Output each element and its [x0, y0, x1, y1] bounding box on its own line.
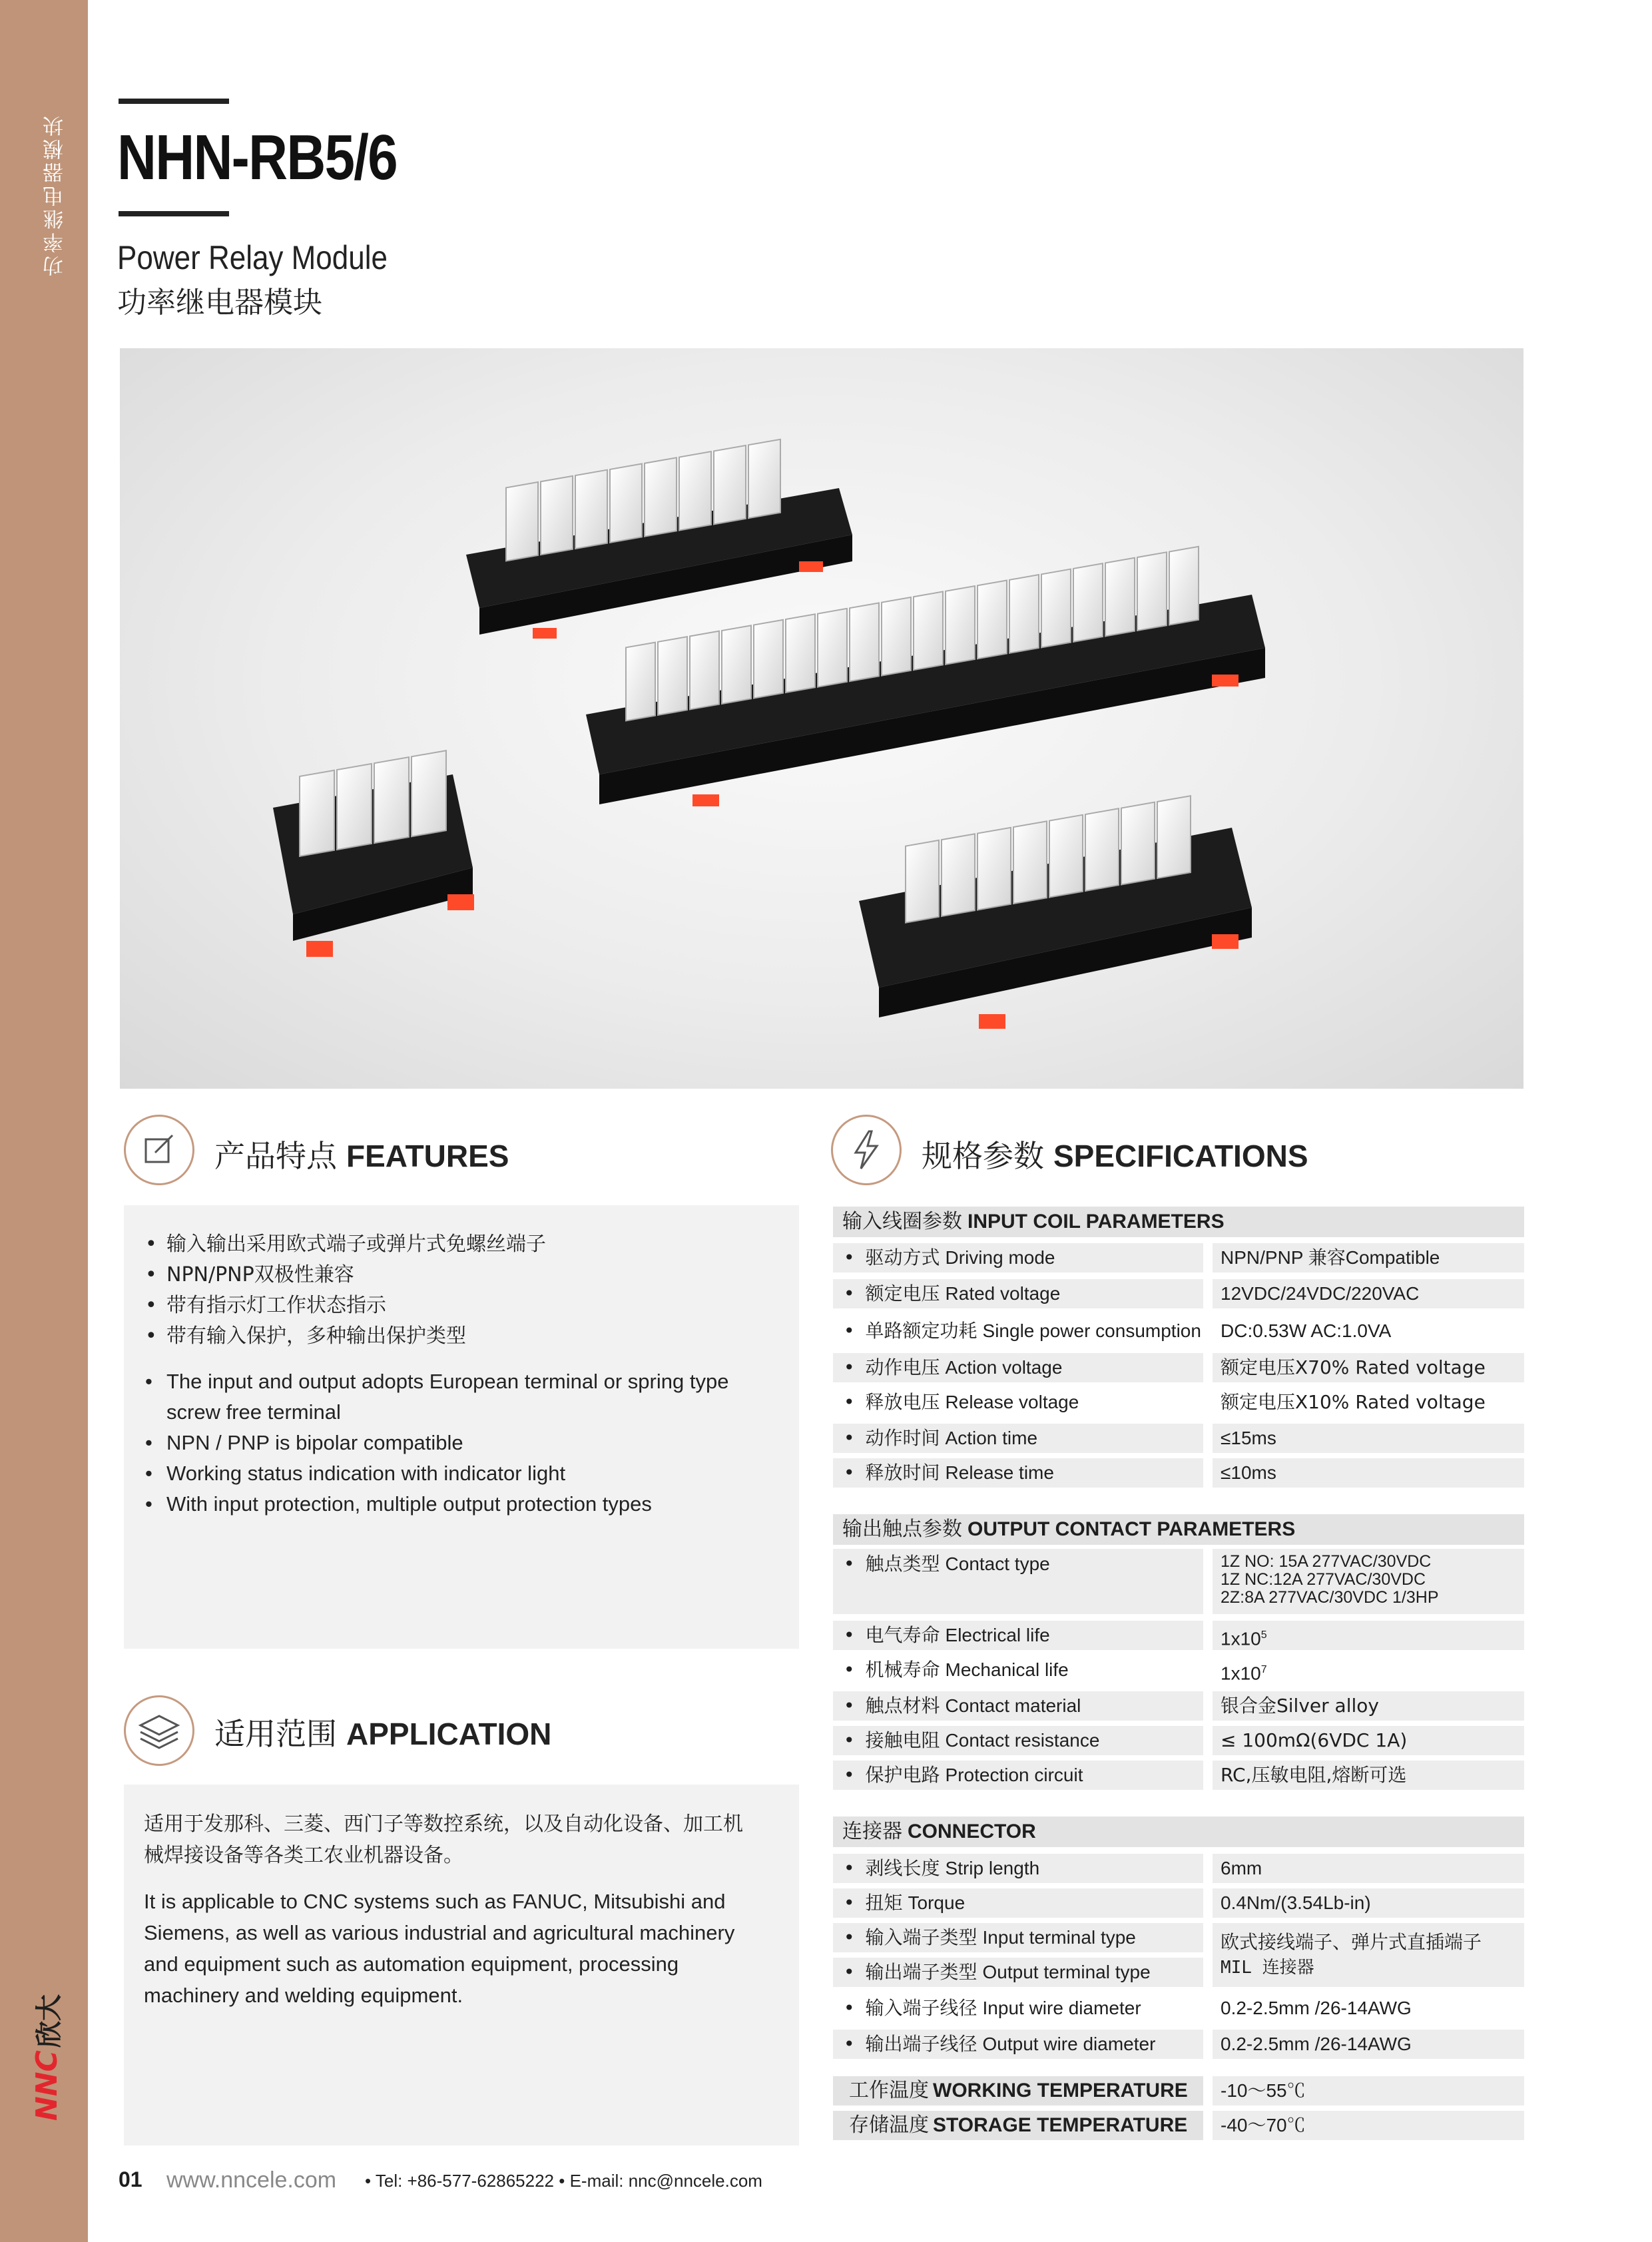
- spec-label-en: Release time: [945, 1462, 1054, 1483]
- spec-head-en: OUTPUT CONTACT PARAMETERS: [967, 1518, 1296, 1540]
- logo-cn: 欣大: [33, 1994, 65, 2048]
- spec-label-cn: 剥线长度: [865, 1857, 940, 1879]
- specifications-title-en: SPECIFICATIONS: [1053, 1139, 1308, 1173]
- spec-label-en: Contact resistance: [945, 1730, 1100, 1751]
- spec-value-base: 1x10: [1221, 1628, 1261, 1649]
- spec-label-en: Output wire diameter: [982, 2034, 1156, 2054]
- features-list-cn: [142, 1229, 782, 1352]
- specifications-title: [922, 1132, 1308, 1176]
- spec-value-line: 2Z:8A 277VAC/30VDC 1/3HP: [1221, 1588, 1439, 1607]
- relay-module-top: [466, 439, 852, 639]
- application-panel: [124, 1785, 799, 2145]
- logo-nnc: NNC: [29, 2050, 64, 2121]
- spec-value: 银合金Silver alloy: [1213, 1691, 1524, 1721]
- spec-row-storage-temp: [833, 2111, 1524, 2140]
- features-title: [214, 1132, 509, 1176]
- brand-sidebar: [0, 0, 88, 2242]
- specifications-icon: [831, 1115, 902, 1185]
- spec-value: RC,压敏电阻,熔断可选: [1213, 1761, 1524, 1790]
- spec-head-output-contact: [833, 1514, 1524, 1545]
- lightning-icon: [848, 1129, 885, 1171]
- spec-label-cn: 扭矩: [865, 1892, 903, 1914]
- spec-value: 6mm: [1213, 1854, 1524, 1883]
- features-icon: [124, 1115, 194, 1185]
- spec-value: DC:0.53W AC:1.0VA: [1213, 1316, 1524, 1346]
- spec-head-en: INPUT COIL PARAMETERS: [967, 1211, 1225, 1233]
- spec-value-line: 欧式接线端子、弹片式直插端子: [1221, 1931, 1482, 1953]
- spec-value: 0.2-2.5mm /26-14AWG: [1213, 2030, 1524, 2059]
- relay-modules-illustration: [120, 348, 1523, 1089]
- spec-row: [833, 1353, 1524, 1382]
- product-photo: [120, 348, 1523, 1089]
- relay-module-small: [273, 750, 474, 957]
- spec-label-cn: 额定电压: [865, 1282, 940, 1304]
- spec-label-cn: 释放电压: [865, 1391, 940, 1413]
- feature-item: • 带有输入保护，多种输出保护类型: [142, 1321, 782, 1352]
- brand-logo: [20, 1971, 73, 2144]
- spec-label-en: Rated voltage: [945, 1283, 1061, 1304]
- spec-row-working-temp: [833, 2076, 1524, 2105]
- spec-head-connector: [833, 1817, 1524, 1847]
- title-rule-top: [119, 99, 229, 104]
- spec-row: [833, 1761, 1524, 1790]
- spec-value: 0.2-2.5mm /26-14AWG: [1213, 1994, 1524, 2023]
- spec-label-en: Action voltage: [945, 1357, 1063, 1378]
- spec-value: 0.4Nm/(3.54Lb-in): [1213, 1888, 1524, 1918]
- subtitle-en: Power Relay Module: [117, 239, 388, 276]
- feature-item: • 带有指示灯工作状态指示: [142, 1290, 782, 1321]
- application-title-cn: 适用范围: [214, 1716, 337, 1752]
- spec-value-exp: 7: [1260, 1664, 1267, 1675]
- features-list-en: [142, 1366, 782, 1520]
- sidebar-category-text: 功率继电器模块: [43, 113, 67, 276]
- spec-value-terminal-type: [1213, 1923, 1524, 1987]
- feature-item: • 输入输出采用欧式端子或弹片式免螺丝端子: [142, 1229, 782, 1260]
- spec-label-en: Driving mode: [945, 1247, 1055, 1268]
- website-link[interactable]: www.nncele.com: [166, 2167, 337, 2193]
- spec-label-cn: 单路额定功耗: [865, 1320, 977, 1342]
- spec-head-cn: 输入线圈参数: [842, 1210, 962, 1233]
- feature-item: • Working status indication with indicator light: [142, 1458, 782, 1489]
- spec-head-en: CONNECTOR: [908, 1821, 1036, 1842]
- layers-icon: [138, 1712, 180, 1749]
- spec-label-cn: 输入端子类型: [865, 1926, 977, 1948]
- spec-label-en: Protection circuit: [945, 1765, 1083, 1785]
- spec-value-line: 1Z NO: 15A 277VAC/30VDC: [1221, 1552, 1432, 1571]
- spec-label-en: Contact type: [945, 1553, 1050, 1574]
- spec-row: [833, 1994, 1524, 2023]
- features-title-cn: 产品特点: [214, 1138, 337, 1174]
- spec-label-en: Strip length: [945, 1858, 1040, 1878]
- spec-label-cn: 输出端子类型: [865, 1961, 977, 1983]
- spec-label-en: Single power consumption: [982, 1320, 1201, 1341]
- application-text-cn: 适用于发那科、三菱、西门子等数控系统，以及自动化设备、加工机械焊接设备等各类工农业机器设备。: [144, 1813, 743, 1867]
- spec-row: [833, 1388, 1524, 1417]
- spec-row: [833, 1726, 1524, 1755]
- spec-label-en: Input terminal type: [982, 1927, 1136, 1948]
- spec-value: ≤ 100mΩ(6VDC 1A): [1213, 1726, 1524, 1755]
- spec-label-cn: 接触电阻: [865, 1729, 940, 1751]
- spec-value: 额定电压X70% Rated voltage: [1213, 1353, 1524, 1382]
- specifications-title-cn: 规格参数: [922, 1138, 1044, 1174]
- temp-label-cn: 工作温度: [849, 2079, 929, 2102]
- spec-row: [833, 1854, 1524, 1883]
- title-rule-bottom: [119, 211, 229, 216]
- spec-label-cn: 驱动方式: [865, 1247, 940, 1268]
- spec-label-cn: 保护电路: [865, 1764, 940, 1786]
- spec-label-cn: 输入端子线径: [865, 1997, 977, 2019]
- temp-label-cn: 存储温度: [849, 2113, 929, 2137]
- spec-label-cn: 输出端子线径: [865, 2033, 977, 2055]
- spec-label-en: Electrical life: [945, 1625, 1050, 1645]
- relay-module-right: [859, 796, 1252, 1029]
- spec-label-en: Input wire diameter: [982, 1998, 1141, 2018]
- spec-row: [833, 1655, 1524, 1685]
- spec-row-contact-type: [833, 1549, 1524, 1614]
- spec-value-line: MIL 连接器: [1221, 1958, 1314, 1978]
- spec-row: [833, 1424, 1524, 1453]
- model-title: NHN-RB5/6: [117, 122, 397, 193]
- features-panel: [124, 1205, 799, 1649]
- temp-label-en: WORKING TEMPERATURE: [933, 2080, 1188, 2102]
- spec-row: [833, 2030, 1524, 2059]
- application-title-en: APPLICATION: [346, 1717, 552, 1751]
- spec-value: 额定电压X10% Rated voltage: [1213, 1388, 1524, 1417]
- spec-value: [1213, 1655, 1524, 1685]
- temp-label-en: STORAGE TEMPERATURE: [933, 2114, 1188, 2136]
- spec-row: [833, 1691, 1524, 1721]
- application-icon: [124, 1695, 194, 1766]
- spec-label-en: Mechanical life: [945, 1659, 1069, 1680]
- spec-label-cn: 触点类型: [865, 1553, 940, 1575]
- spec-value: -10～55℃: [1213, 2076, 1524, 2105]
- application-text-en: It is applicable to CNC systems such as FANUC, Mitsubishi and Siemens, as well as various industrial and agricultural machinery and equipment such as automation equipment, processing machinery and welding equipment.: [144, 1890, 735, 2007]
- spec-label-cn: 动作时间: [865, 1427, 940, 1449]
- spec-value: 12VDC/24VDC/220VAC: [1213, 1279, 1524, 1308]
- spec-row: [833, 1621, 1524, 1650]
- spec-row: [833, 1888, 1524, 1918]
- spec-row: [833, 1279, 1524, 1308]
- feature-item: • NPN / PNP is bipolar compatible: [142, 1428, 782, 1458]
- spec-value-line: 1Z NC:12A 277VAC/30VDC: [1221, 1570, 1426, 1589]
- spec-row: [833, 1316, 1524, 1346]
- spec-label-en: Release voltage: [945, 1392, 1079, 1412]
- contact-info: • Tel: +86-577-62865222 • E-mail: nnc@nncele.com: [365, 2171, 762, 2191]
- spec-label-en: Contact material: [945, 1695, 1081, 1716]
- spec-label-en: Output terminal type: [982, 1962, 1151, 1982]
- spec-head-cn: 连接器: [842, 1820, 902, 1843]
- spec-label-en: Action time: [945, 1428, 1038, 1448]
- spec-value: NPN/PNP 兼容Compatible: [1213, 1243, 1524, 1272]
- spec-label-cn: 动作电压: [865, 1356, 940, 1378]
- spec-value: ≤15ms: [1213, 1424, 1524, 1453]
- edit-icon: [140, 1131, 178, 1169]
- spec-label-cn: 电气寿命: [865, 1624, 940, 1646]
- page-number: 01: [119, 2167, 142, 2191]
- spec-head-cn: 输出触点参数: [842, 1518, 962, 1541]
- spec-value-base: 1x10: [1221, 1663, 1261, 1684]
- spec-label-en: Torque: [908, 1892, 965, 1913]
- spec-value-exp: 5: [1260, 1629, 1267, 1641]
- spec-value: [1213, 1621, 1524, 1650]
- subtitle-cn: 功率继电器模块: [117, 286, 322, 320]
- feature-item: • The input and output adopts European terminal or spring type screw free terminal: [142, 1366, 782, 1428]
- spec-label-cn: 释放时间: [865, 1462, 940, 1484]
- feature-item: • With input protection, multiple output protection types: [142, 1489, 782, 1520]
- spec-value: -40～70℃: [1213, 2111, 1524, 2140]
- features-title-en: FEATURES: [346, 1139, 509, 1173]
- spec-row: [833, 1243, 1524, 1272]
- spec-label-cn: 触点材料: [865, 1695, 940, 1717]
- spec-row: [833, 1458, 1524, 1488]
- spec-value: ≤10ms: [1213, 1458, 1524, 1488]
- feature-item: • NPN/PNP双极性兼容: [142, 1260, 782, 1290]
- spec-head-input-coil: [833, 1207, 1524, 1237]
- spec-label-cn: 机械寿命: [865, 1659, 940, 1681]
- application-title: [214, 1710, 551, 1754]
